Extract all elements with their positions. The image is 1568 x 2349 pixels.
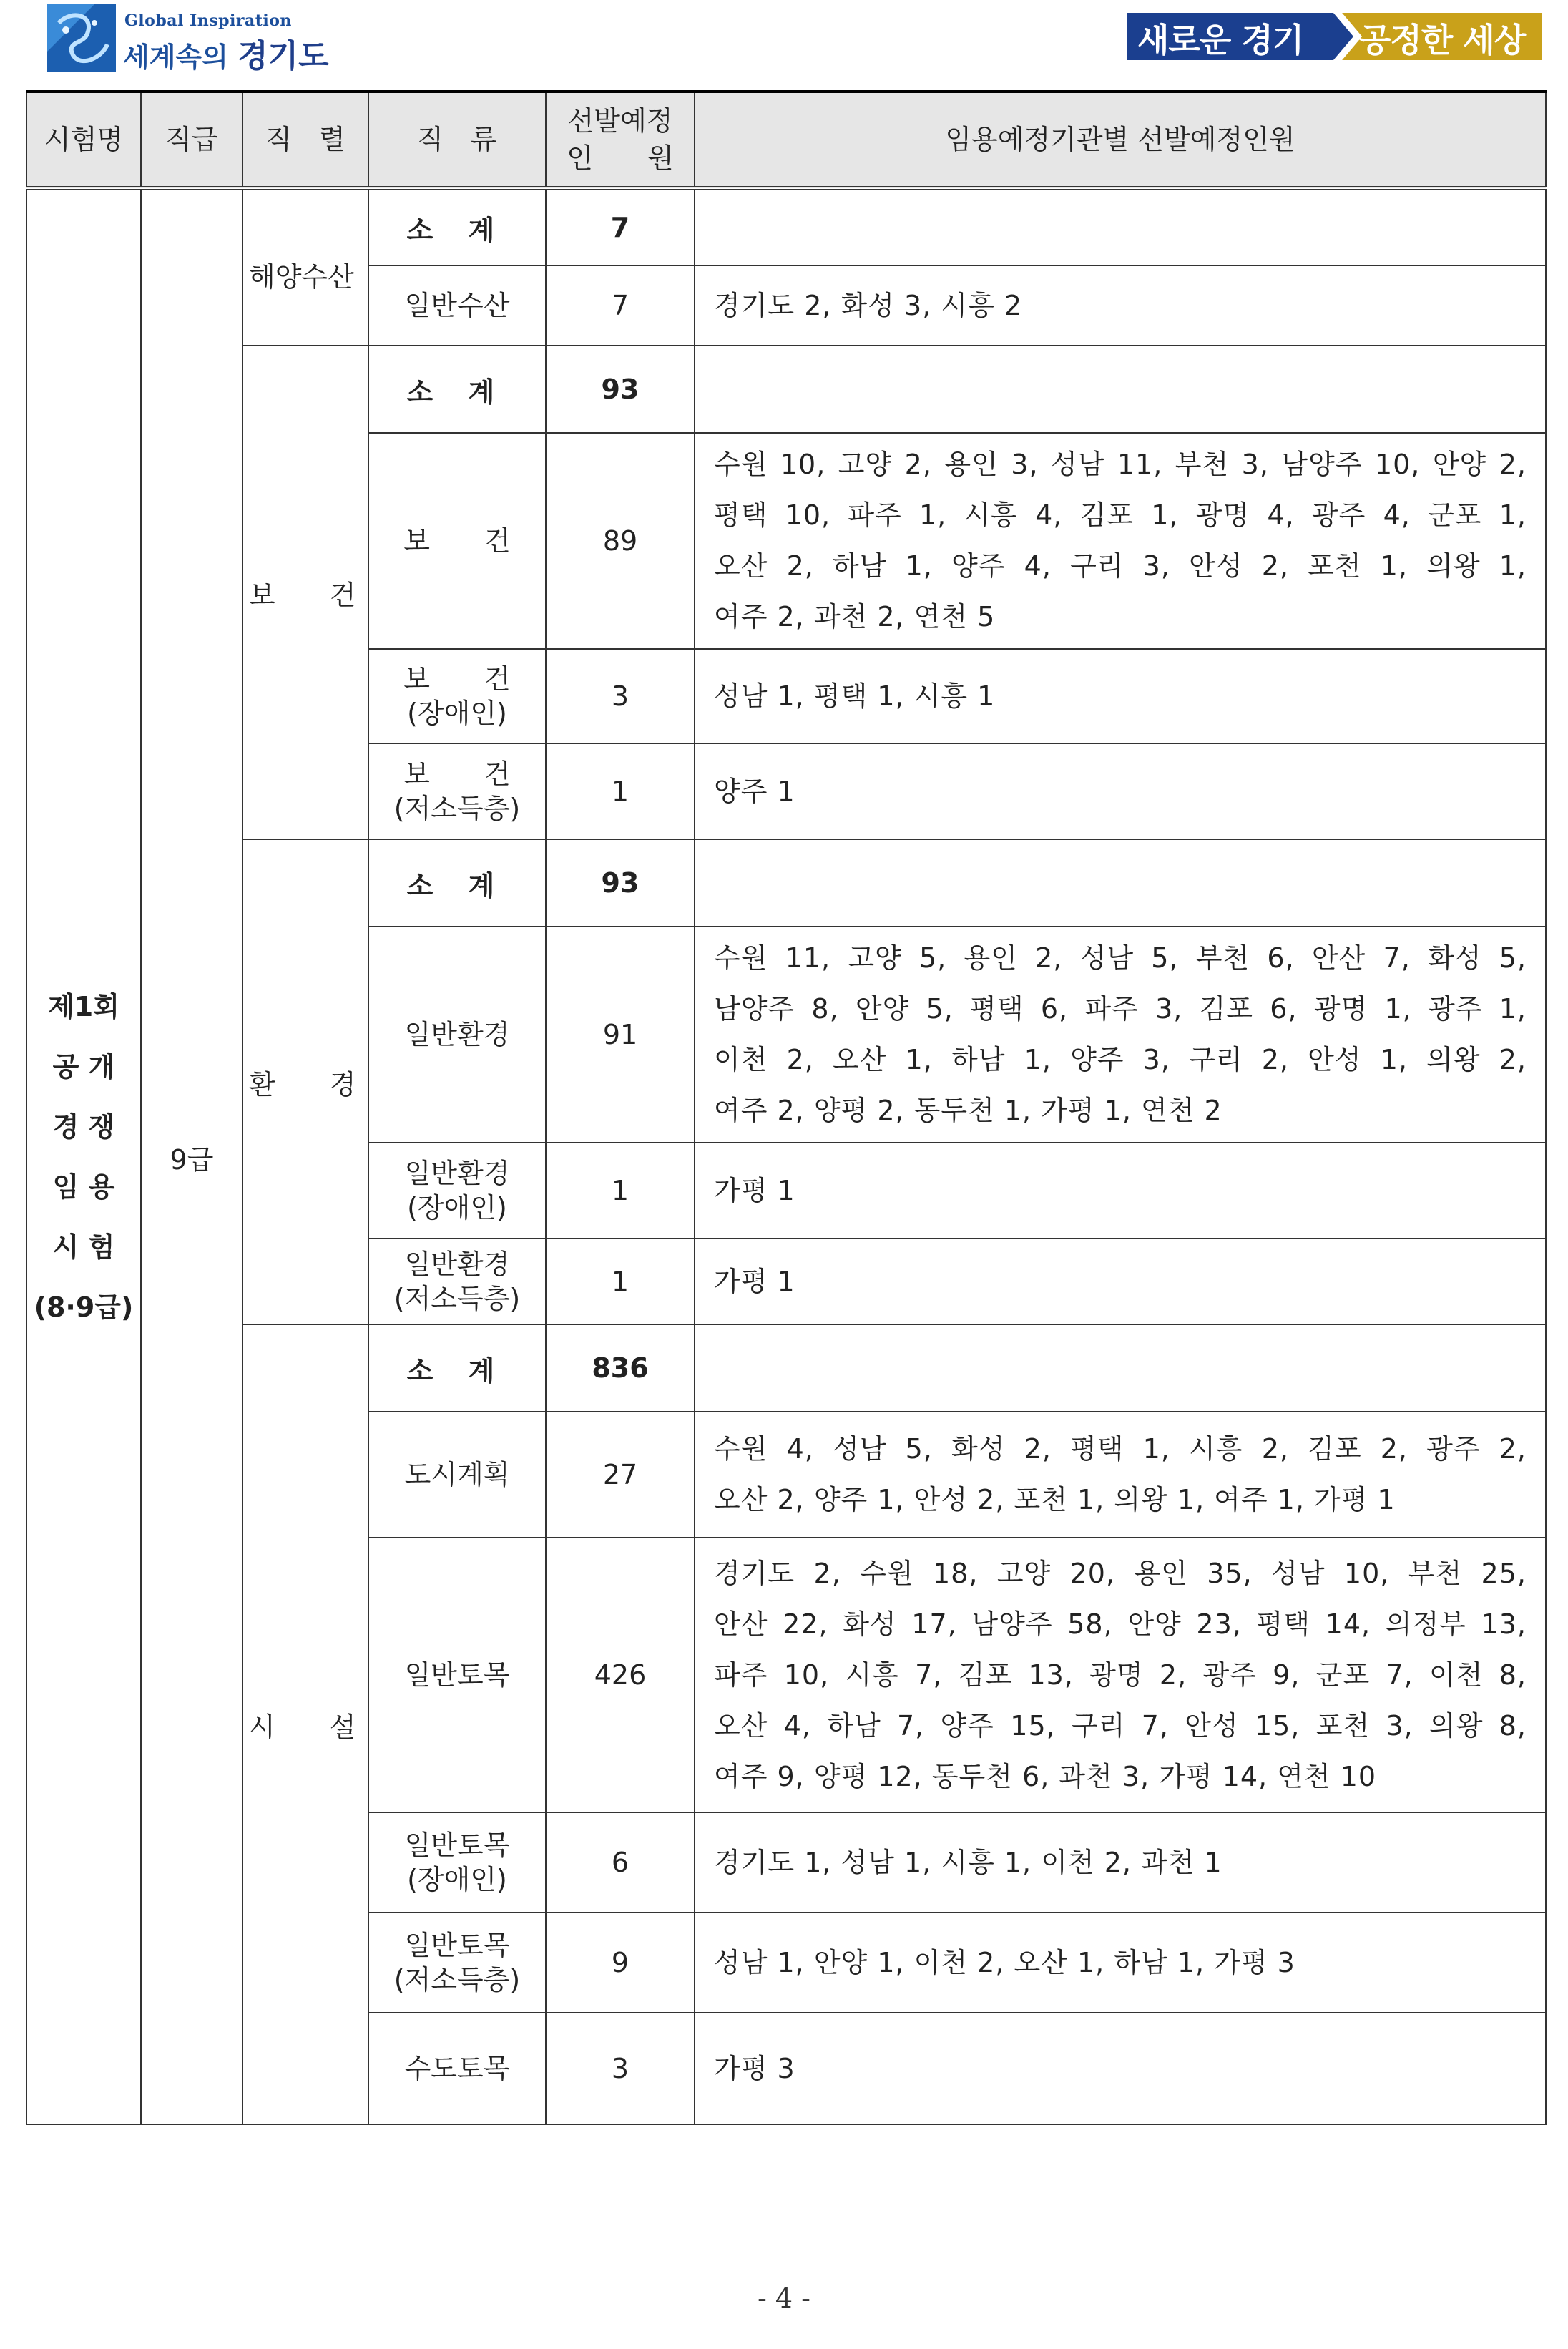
class-sublabel: (장애인)	[407, 698, 507, 729]
agency-cell	[695, 1239, 1546, 1324]
exam-title-cell	[26, 188, 141, 2124]
agency-line: 수원 4, 성남 5, 화성 2, 평택 1, 시흥 2, 김포 2, 광주 2,	[714, 1433, 1527, 1465]
subtotal-agency-empty	[695, 346, 1546, 433]
header-planned-count-line1: 선발예정	[567, 105, 673, 137]
subtotal-row	[26, 1324, 1546, 1412]
subtotal-count: 7	[546, 188, 695, 265]
logo-korean-main: 경기도	[237, 38, 329, 74]
slogan-banner	[1127, 10, 1542, 63]
subtotal-agency-empty	[695, 839, 1546, 927]
agency-cell	[695, 2013, 1546, 2124]
grade-cell: 9급	[141, 188, 242, 2124]
subtotal-count: 93	[546, 346, 695, 433]
subtotal-row	[26, 346, 1546, 433]
class-cell	[368, 1412, 546, 1538]
class-sublabel: (저소득층)	[393, 1283, 521, 1314]
class-label: 보 건	[403, 663, 511, 695]
header-planned-count	[546, 92, 695, 188]
agency-cell	[695, 1412, 1546, 1538]
agency-line: 여주 2, 과천 2, 연천 5	[714, 601, 996, 633]
series-label: 시 설	[249, 1711, 356, 1743]
agency-line: 수원 11, 고양 5, 용인 2, 성남 5, 부천 6, 안산 7, 화성 5,	[714, 942, 1527, 974]
gyeonggi-logo	[44, 1, 345, 76]
exam-title-line: 임 용	[52, 1171, 115, 1203]
class-label: 수도토목	[404, 2053, 510, 2084]
subtotal-count: 93	[546, 839, 695, 927]
exam-title-line: 제1회	[48, 991, 119, 1022]
subtotal-agency-empty	[695, 1324, 1546, 1412]
agency-line: 오산 2, 하남 1, 양주 4, 구리 3, 안성 2, 포천 1, 의왕 1,	[714, 550, 1527, 582]
agency-line: 평택 10, 파주 1, 시흥 4, 김포 1, 광명 4, 광주 4, 군포 1,	[714, 499, 1527, 531]
agency-line: 경기도 1, 성남 1, 시흥 1, 이천 2, 과천 1	[714, 1846, 1222, 1878]
class-label: 일반토목	[404, 1659, 510, 1691]
agency-line: 수원 10, 고양 2, 용인 3, 성남 11, 부천 3, 남양주 10, 안양 2,	[714, 449, 1527, 480]
slogan-left-text: 새로운 경기	[1137, 21, 1304, 59]
agency-cell	[695, 649, 1546, 743]
class-cell	[368, 1143, 546, 1239]
count-cell: 3	[546, 2013, 695, 2124]
exam-title-line: 시 험	[52, 1231, 115, 1263]
subtotal-agency-empty	[695, 188, 1546, 265]
subtotal-row	[26, 839, 1546, 927]
count-cell: 89	[546, 433, 695, 649]
header-exam-name: 시험명	[26, 92, 141, 188]
agency-cell	[695, 927, 1546, 1143]
exam-title-line: 공 개	[52, 1051, 115, 1083]
class-sublabel: (장애인)	[407, 1864, 507, 1895]
count-cell: 1	[546, 743, 695, 839]
slogan-right-text: 공정한 세상	[1359, 21, 1526, 59]
logo-english-text: Global Inspiration	[124, 11, 292, 30]
class-label: 보 건	[403, 525, 511, 557]
class-cell	[368, 433, 546, 649]
agency-cell	[695, 1812, 1546, 1913]
class-sublabel: (장애인)	[407, 1192, 507, 1224]
logo-korean-prefix: 세계속의	[123, 41, 228, 73]
series-cell	[242, 346, 368, 839]
class-cell	[368, 743, 546, 839]
agency-cell	[695, 743, 1546, 839]
count-cell: 7	[546, 265, 695, 346]
agency-line: 여주 2, 양평 2, 동두천 1, 가평 1, 연천 2	[714, 1095, 1222, 1126]
agency-line: 성남 1, 안양 1, 이천 2, 오산 1, 하남 1, 가평 3	[714, 1946, 1295, 1978]
agency-line: 오산 2, 양주 1, 안성 2, 포천 1, 의왕 1, 여주 1, 가평 1	[714, 1484, 1396, 1515]
series-cell	[242, 1324, 368, 2124]
agency-line: 남양주 8, 안양 5, 평택 6, 파주 3, 김포 6, 광명 1, 광주 1,	[714, 993, 1527, 1025]
agency-cell	[695, 1538, 1546, 1812]
class-cell	[368, 1913, 546, 2013]
gyeonggi-emblem-icon	[44, 1, 119, 76]
series-cell	[242, 188, 368, 346]
class-label: 일반토목	[404, 1930, 510, 1961]
series-label: 환 경	[249, 1068, 356, 1100]
subtotal-label: 소 계	[368, 346, 546, 433]
table-header-row	[26, 92, 1546, 188]
agency-line: 오산 4, 하남 7, 양주 15, 구리 7, 안성 15, 포천 3, 의왕 8,	[714, 1709, 1527, 1742]
class-cell	[368, 265, 546, 346]
class-sublabel: (저소득층)	[393, 793, 521, 824]
class-label: 일반환경	[404, 1019, 510, 1050]
subtotal-count: 836	[546, 1324, 695, 1412]
class-label: 일반토목	[404, 1830, 510, 1861]
class-cell	[368, 2013, 546, 2124]
agency-line: 성남 1, 평택 1, 시흥 1	[714, 680, 996, 712]
subtotal-row	[26, 188, 1546, 265]
count-cell: 91	[546, 927, 695, 1143]
agency-line: 가평 1	[714, 1265, 795, 1297]
agency-line: 가평 3	[714, 2052, 795, 2084]
agency-line: 경기도 2, 화성 3, 시흥 2	[714, 289, 1023, 321]
series-label: 보 건	[249, 579, 356, 611]
recruitment-table-container	[26, 90, 1545, 2125]
agency-line: 경기도 2, 수원 18, 고양 20, 용인 35, 성남 10, 부천 25,	[714, 1557, 1527, 1589]
series-label: 해양수산	[249, 261, 354, 293]
agency-line: 안산 22, 화성 17, 남양주 58, 안양 23, 평택 14, 의정부 13,	[714, 1608, 1527, 1640]
exam-title-line: 경 쟁	[52, 1111, 115, 1143]
class-label: 보 건	[403, 758, 511, 790]
class-label: 일반환경	[404, 1158, 510, 1189]
count-cell: 1	[546, 1143, 695, 1239]
header-agency: 임용예정기관별 선발예정인원	[695, 92, 1546, 188]
recruitment-table	[26, 90, 1547, 2125]
agency-cell	[695, 1143, 1546, 1239]
agency-line: 파주 10, 시흥 7, 김포 13, 광명 2, 광주 9, 군포 7, 이천 8,	[714, 1659, 1527, 1691]
agency-line: 가평 1	[714, 1174, 795, 1206]
class-label: 일반수산	[404, 290, 510, 321]
agency-cell	[695, 1913, 1546, 2013]
class-label: 도시계획	[404, 1459, 510, 1490]
class-cell	[368, 1239, 546, 1324]
header-planned-count-line2: 인 원	[567, 142, 674, 174]
count-cell: 426	[546, 1538, 695, 1812]
count-cell: 1	[546, 1239, 695, 1324]
header-class: 직 류	[368, 92, 546, 188]
class-label: 일반환경	[404, 1249, 510, 1280]
agency-cell	[695, 433, 1546, 649]
header-grade: 직급	[141, 92, 242, 188]
subtotal-label: 소 계	[368, 839, 546, 927]
page-number: - 4 -	[757, 2282, 810, 2314]
class-cell	[368, 927, 546, 1143]
series-cell	[242, 839, 368, 1324]
logo-korean-text	[123, 30, 329, 76]
subtotal-label: 소 계	[368, 1324, 546, 1412]
class-cell	[368, 1538, 546, 1812]
class-cell	[368, 649, 546, 743]
class-cell	[368, 1812, 546, 1913]
subtotal-label: 소 계	[368, 188, 546, 265]
header-series: 직 렬	[242, 92, 368, 188]
class-sublabel: (저소득층)	[393, 1964, 521, 1996]
count-cell: 9	[546, 1913, 695, 2013]
agency-line: 여주 9, 양평 12, 동두천 6, 과천 3, 가평 14, 연천 10	[714, 1760, 1377, 1792]
exam-title-line: (8·9급)	[34, 1291, 134, 1323]
agency-cell	[695, 265, 1546, 346]
agency-line: 이천 2, 오산 1, 하남 1, 양주 3, 구리 2, 안성 1, 의왕 2,	[714, 1044, 1527, 1075]
count-cell: 3	[546, 649, 695, 743]
count-cell: 27	[546, 1412, 695, 1538]
count-cell: 6	[546, 1812, 695, 1913]
agency-line: 양주 1	[714, 775, 795, 807]
